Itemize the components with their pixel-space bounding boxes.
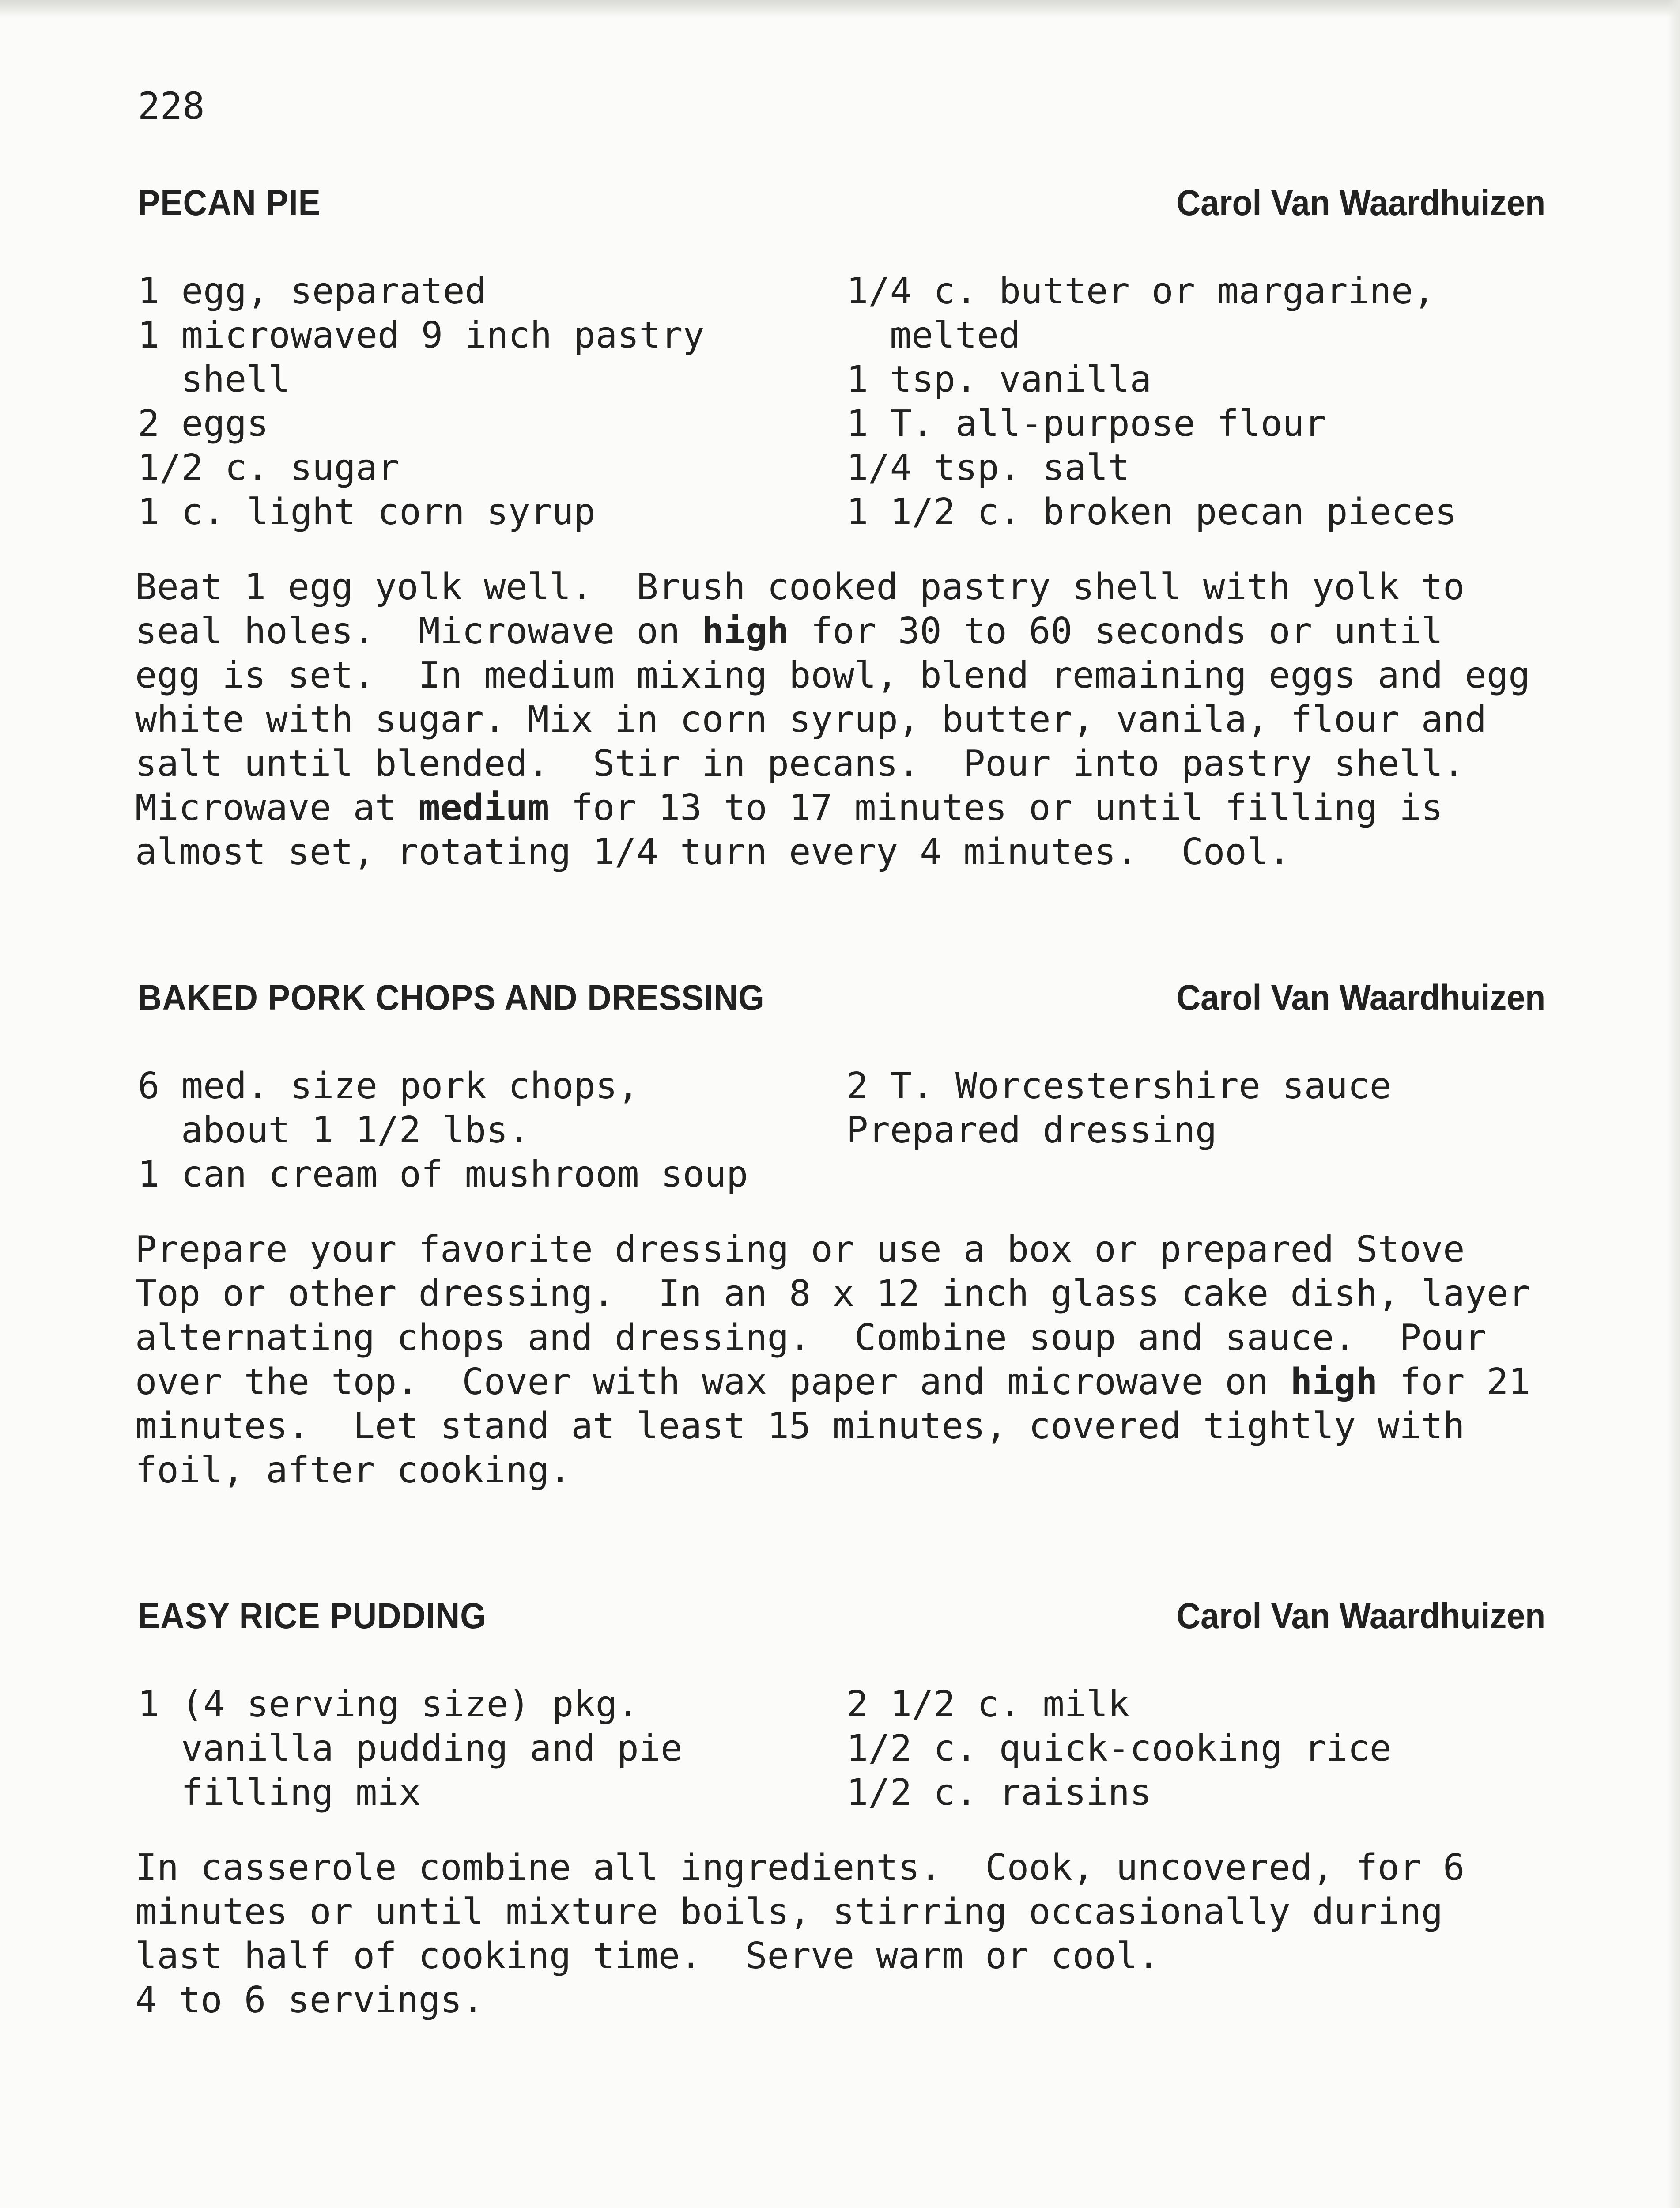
recipe-section [132, 181, 1545, 874]
page-number: 228 [138, 84, 205, 128]
ingredient-line: 1 (4 serving size) pkg. [138, 1683, 639, 1725]
direction-line: Top or other dressing. In an 8 x 12 inch glass cake dish, layer [135, 1273, 1530, 1315]
page-top-edge [0, 0, 1680, 18]
ingredient-line: 6 med. size pork chops, [138, 1065, 639, 1107]
ingredients-right-column [846, 1682, 1545, 1815]
ingredient-line: melted [890, 314, 1021, 356]
ingredient-line: shell [181, 359, 290, 401]
ingredient-line: 1 egg, separated [138, 270, 487, 312]
direction-line: In casserole combine all ingredients. Cook, uncovered, for 6 [135, 1847, 1465, 1889]
ingredient-line: 1 microwaved 9 inch pastry [138, 314, 705, 356]
recipe-directions [132, 1846, 1545, 2023]
direction-line: over the top. Cover with wax paper and microwave on high for 21 [135, 1361, 1530, 1403]
direction-line: last half of cooking time. Serve warm or cool. [135, 1935, 1160, 1977]
recipe-directions [132, 1228, 1545, 1493]
ingredient-line: 2 1/2 c. milk [846, 1683, 1130, 1725]
direction-line: almost set, rotating 1/4 turn every 4 minutes. Cool. [135, 831, 1291, 873]
ingredients-right-column [846, 269, 1545, 534]
ingredients-list [132, 1682, 1545, 1815]
ingredient-line: 1/4 tsp. salt [846, 447, 1130, 489]
emphasis-text: medium [418, 787, 550, 829]
ingredient-line: 1 T. all-purpose flour [846, 403, 1326, 445]
direction-line: 4 to 6 servings. [135, 1979, 484, 2021]
ingredients-left-column [132, 1064, 846, 1197]
direction-line: egg is set. In medium mixing bowl, blend remaining eggs and egg [135, 654, 1530, 696]
ingredient-line: 2 T. Worcestershire sauce [846, 1065, 1392, 1107]
ingredients-list [132, 269, 1545, 534]
recipe-title: PECAN PIE [138, 183, 321, 223]
recipe-directions [132, 565, 1545, 874]
emphasis-text: high [702, 610, 789, 652]
ingredient-line: 1/2 c. sugar [138, 447, 400, 489]
ingredients-list [132, 1064, 1545, 1197]
direction-line: Microwave at medium for 13 to 17 minutes or until filling is [135, 787, 1443, 829]
recipe-header [132, 181, 1545, 230]
ingredient-line: about 1 1/2 lbs. [181, 1109, 530, 1151]
ingredients-left-column [132, 269, 846, 534]
ingredient-line: 1/4 c. butter or margarine, [846, 270, 1435, 312]
recipe-author: Carol Van Waardhuizen [1176, 183, 1545, 223]
ingredient-line: 1/2 c. quick-cooking rice [846, 1728, 1392, 1769]
ingredients-left-column [132, 1682, 846, 1815]
ingredient-line: Prepared dressing [846, 1109, 1217, 1151]
page-right-edge [1667, 0, 1680, 2208]
recipe-title: BAKED PORK CHOPS AND DRESSING [138, 978, 765, 1018]
direction-line: Beat 1 egg yolk well. Brush cooked pastry shell with yolk to [135, 566, 1465, 608]
ingredient-line: 1 c. light corn syrup [138, 491, 596, 533]
emphasis-text: high [1290, 1361, 1378, 1403]
direction-line: alternating chops and dressing. Combine soup and sauce. Pour [135, 1317, 1487, 1359]
recipe-section [132, 976, 1545, 1493]
ingredient-line: 1/2 c. raisins [846, 1772, 1152, 1814]
ingredients-right-column [846, 1064, 1545, 1197]
ingredient-line: 1 can cream of mushroom soup [138, 1153, 748, 1195]
recipe-header [132, 1594, 1545, 1643]
recipe-author: Carol Van Waardhuizen [1176, 978, 1545, 1018]
recipe-section [132, 1594, 1545, 2023]
recipe-author: Carol Van Waardhuizen [1176, 1596, 1545, 1636]
direction-line: minutes or until mixture boils, stirring occasionally during [135, 1891, 1443, 1933]
direction-line: seal holes. Microwave on high for 30 to 60 seconds or until [135, 610, 1443, 652]
recipe-header [132, 976, 1545, 1025]
ingredient-line: filling mix [181, 1772, 421, 1814]
ingredient-line: vanilla pudding and pie [181, 1728, 683, 1769]
direction-line: salt until blended. Stir in pecans. Pour into pastry shell. [135, 743, 1465, 785]
recipe-title: EASY RICE PUDDING [138, 1596, 487, 1636]
ingredient-line: 1 tsp. vanilla [846, 359, 1152, 401]
direction-line: minutes. Let stand at least 15 minutes, covered tightly with [135, 1405, 1465, 1447]
ingredient-line: 1 1/2 c. broken pecan pieces [846, 491, 1457, 533]
direction-line: white with sugar. Mix in corn syrup, butter, vanila, flour and [135, 699, 1487, 741]
direction-line: Prepare your favorite dressing or use a box or prepared Stove [135, 1229, 1465, 1270]
ingredient-line: 2 eggs [138, 403, 269, 445]
direction-line: foil, after cooking. [135, 1449, 571, 1491]
